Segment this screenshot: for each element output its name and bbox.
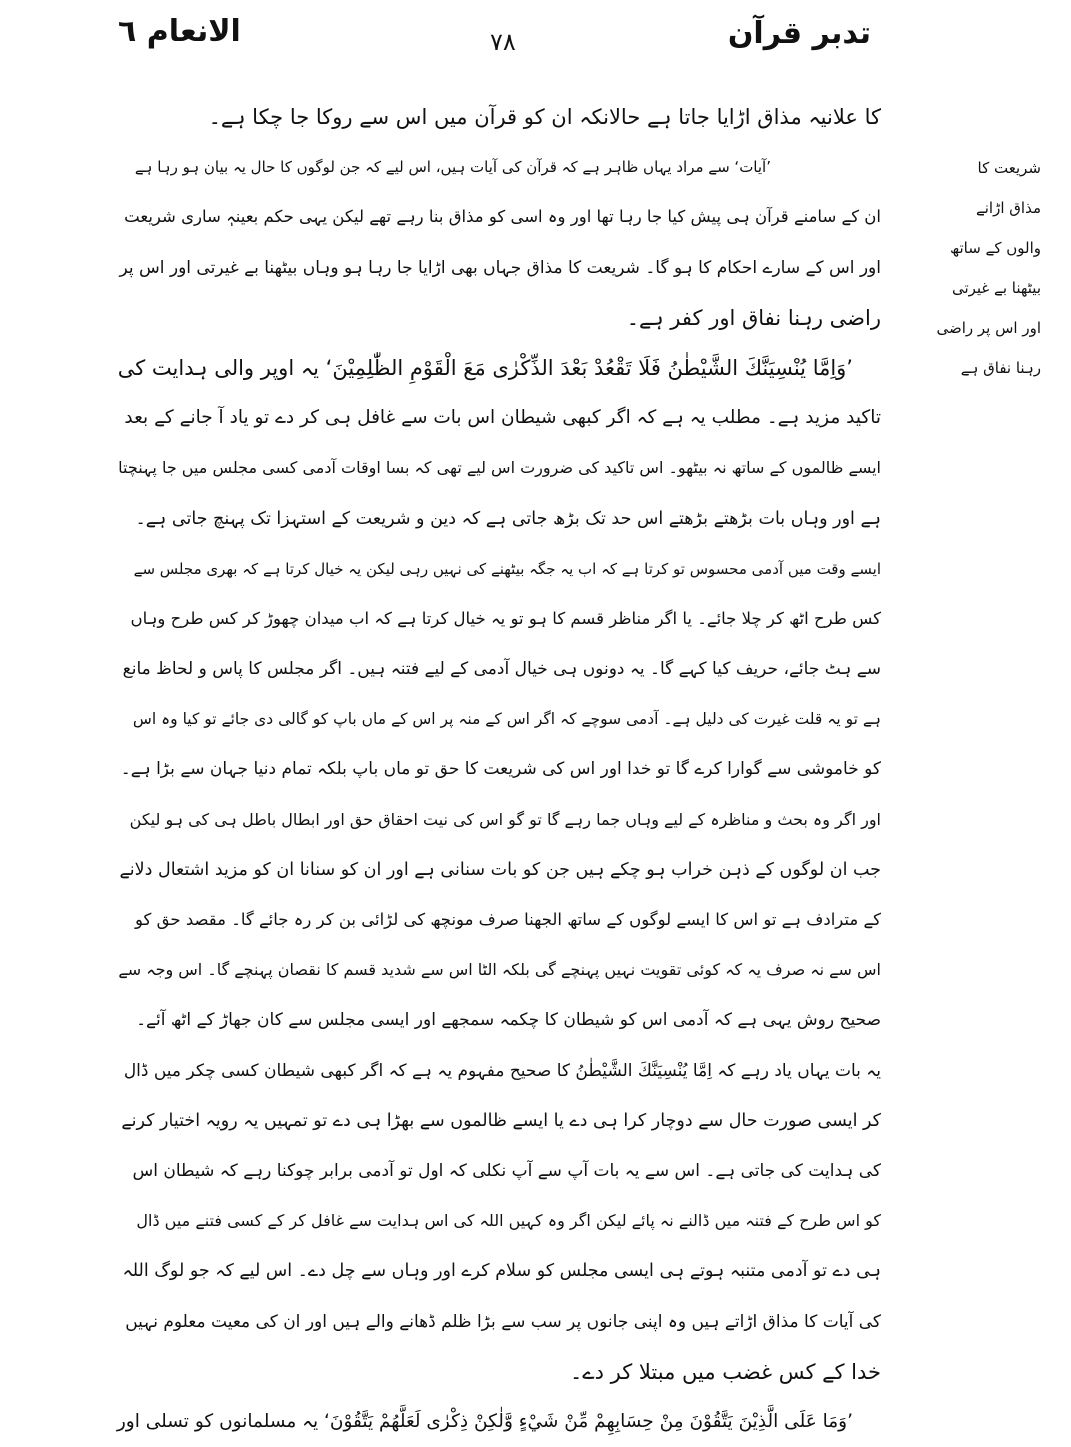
surah-title: الانعام ٦ [118, 14, 241, 49]
text-line: ’وَاِمَّا يُنْسِيَنَّكَ الشَّيْطٰنُ فَلَا تَقْعُدْ بَعْدَ الذِّكْرٰى مَعَ الْقَوْمِ الظّٰلِمِيْنَ‘ یہ اوپر والی ہدایت کی [117, 355, 853, 380]
margin-note [891, 148, 1041, 388]
text-line: اور اس کے سارے احکام کا ہو گا۔ شریعت کا مذاق جہاں بھی اڑایا جا رہا ہو وہاں بیٹھنا بے غیرتی اور اس پر [119, 257, 881, 278]
text-line: تاکید مزید ہے۔ مطلب یہ ہے کہ اگر کبھی شیطان اس بات سے غافل ہی کر دے تو یاد آ جانے کے بعد [124, 407, 881, 429]
text-line: اور اگر وہ بحث و مناظرہ کے لیے وہاں جما رہے گا تو گو اس کی نیت احقاق حق اور ابطال باطل ہی کی ہو لیکن [129, 809, 881, 829]
text-line: کر ایسی صورت حال سے دوچار کرا ہی دے یا ایسے ظالموں سے بھڑا ہی دے تو تمہیں یہ رویہ اختیار کرنے [121, 1110, 881, 1131]
text-line: ’وَمَا عَلَى الَّذِيْنَ يَتَّقُوْنَ مِنْ حِسَابِهِمْ مِّنْ شَيْءٍ وَّلٰكِنْ ذِكْرٰى لَعَلَّهُمْ يَتَّقُوْنَ‘ یہ مسلمانوں کو تسلی اور [116, 1410, 853, 1432]
text-line: یہ بات یہاں یاد رہے کہ اِمَّا يُنْسِيَنَّكَ الشَّيْطٰنُ کا صحیح مفہوم یہ ہے کہ اگر کبھی شیطان کسی چکر میں ڈال [123, 1060, 881, 1081]
text-line: کا علانیہ مذاق اڑایا جاتا ہے حالانکہ ان کو قرآن میں اس سے روکا جا چکا ہے۔ [208, 105, 881, 129]
margin-note-line: رہنا نفاق ہے [960, 359, 1041, 377]
text-line: ایسے وقت میں آدمی محسوس تو کرتا ہے کہ اب یہ جگہ بیٹھنے کی نہیں رہی لیکن یہ خیال کرتا ہے کہ بھری مجلس سے [133, 559, 881, 578]
text-line: ’آیات‘ سے مراد یہاں ظاہر ہے کہ قرآن کی آیات ہیں، اس لیے کہ جن لوگوں کا حال یہ بیان ہو رہا ہے [134, 158, 771, 177]
margin-note-line: شریعت کا [977, 159, 1041, 177]
text-line: ہے تو یہ قلت غیرت کی دلیل ہے۔ آدمی سوچے کہ اگر اس کے منہ پر اس کے ماں باپ کو گالی دی جائے تو کیا وہ اس [132, 710, 881, 729]
text-line: صحیح روش یہی ہے کہ آدمی اس کو شیطان کا چکمہ سمجھے اور ایسی مجلس سے کان جھاڑ کے اٹھ آئے۔ [136, 1010, 881, 1031]
margin-note-line: والوں کے ساتھ [949, 239, 1041, 257]
text-line: ہے اور وہاں بات بڑھتے بڑھتے اس حد تک بڑھ جاتی ہے کہ دین و شریعت کے استہزا تک پہنچ جاتی ہے۔ [135, 508, 881, 529]
text-line: سے ہٹ جائے، حریف کیا کہے گا۔ یہ دونوں ہی خیال آدمی کے لیے فتنہ ہیں۔ اگر مجلس کا پاس و لحاظ مانع [122, 659, 881, 680]
text-line: کو خاموشی سے گوارا کرے گا تو خدا اور اس کی شریعت کا حق تو ماں باپ بلکہ تمام دنیا جہان سے بڑا ہے۔ [120, 759, 881, 780]
text-line: کی آیات کا مذاق اڑاتے ہیں وہ اپنی جانوں پر سب سے بڑا ظلم ڈھانے والے ہیں اور ان کی معیت معلوم نہیں [125, 1311, 881, 1332]
margin-note-line: اور اس پر راضی [936, 319, 1041, 337]
text-line: اس سے نہ صرف یہ کہ کوئی تقویت نہیں پہنچے گی بلکہ الٹا اس سے شدید قسم کا نقصان پہنچے گا۔ اس وجہ سے [118, 960, 881, 980]
margin-note-line: بیٹھنا بے غیرتی [951, 279, 1041, 297]
text-line: خدا کے کس غضب میں مبتلا کر دے۔ [569, 1359, 881, 1384]
text-line: جب ان لوگوں کے ذہن خراب ہو چکے ہیں جن کو بات سنانی ہے اور ان کو سنانا ان کو مزید اشتعال دلانے [119, 859, 881, 880]
text-line: ان کے سامنے قرآن ہی پیش کیا جا رہا تھا اور وہ اسی کو مذاق بنا رہے تھے لیکن یہی حکم بعینہٖ ساری شریعت [124, 207, 881, 227]
text-line: کے مترادف ہے تو اس کا ایسے لوگوں کے ساتھ الجھنا صرف مونچھ کی لڑائی بن کر رہ جائے گا۔ مقصد حق کو [134, 910, 881, 929]
commentary-text [116, 92, 881, 1432]
book-title: تدبر قرآن [727, 16, 871, 51]
page-header [0, 14, 1071, 74]
text-line: کس طرح اٹھ کر چلا جائے۔ یا اگر مناظر قسم کا ہو تو یہ خیال کرتا ہے کہ اب میدان چھوڑ کر کس طرح وہاں [130, 608, 881, 628]
text-line: کو اس طرح کے فتنہ میں ڈالنے نہ پائے لیکن اگر وہ کہیں اللہ کی اس ہدایت سے غافل کر کے کسی فتنے میں ڈال [136, 1211, 881, 1231]
text-line: ایسے ظالموں کے ساتھ نہ بیٹھو۔ اس تاکید کی ضرورت اس لیے تھی کہ بسا اوقات آدمی کسی مجلس میں جا پہنچتا [118, 458, 881, 478]
text-line: کی ہدایت کی جاتی ہے۔ اس سے یہ بات آپ سے آپ نکلی کہ اول تو آدمی برابر چوکنا رہے کہ شیطان اس [132, 1160, 881, 1181]
margin-note-line: مذاق اڑانے [975, 199, 1041, 217]
text-line: راضی رہنا نفاق اور کفر ہے۔ [626, 305, 881, 330]
page-number: ۷۸ [490, 28, 516, 56]
text-line: ہی دے تو آدمی متنبہ ہوتے ہی ایسی مجلس کو سلام کرے اور وہاں سے چل دے۔ اس لیے کہ جو لوگ اللہ [122, 1261, 881, 1282]
